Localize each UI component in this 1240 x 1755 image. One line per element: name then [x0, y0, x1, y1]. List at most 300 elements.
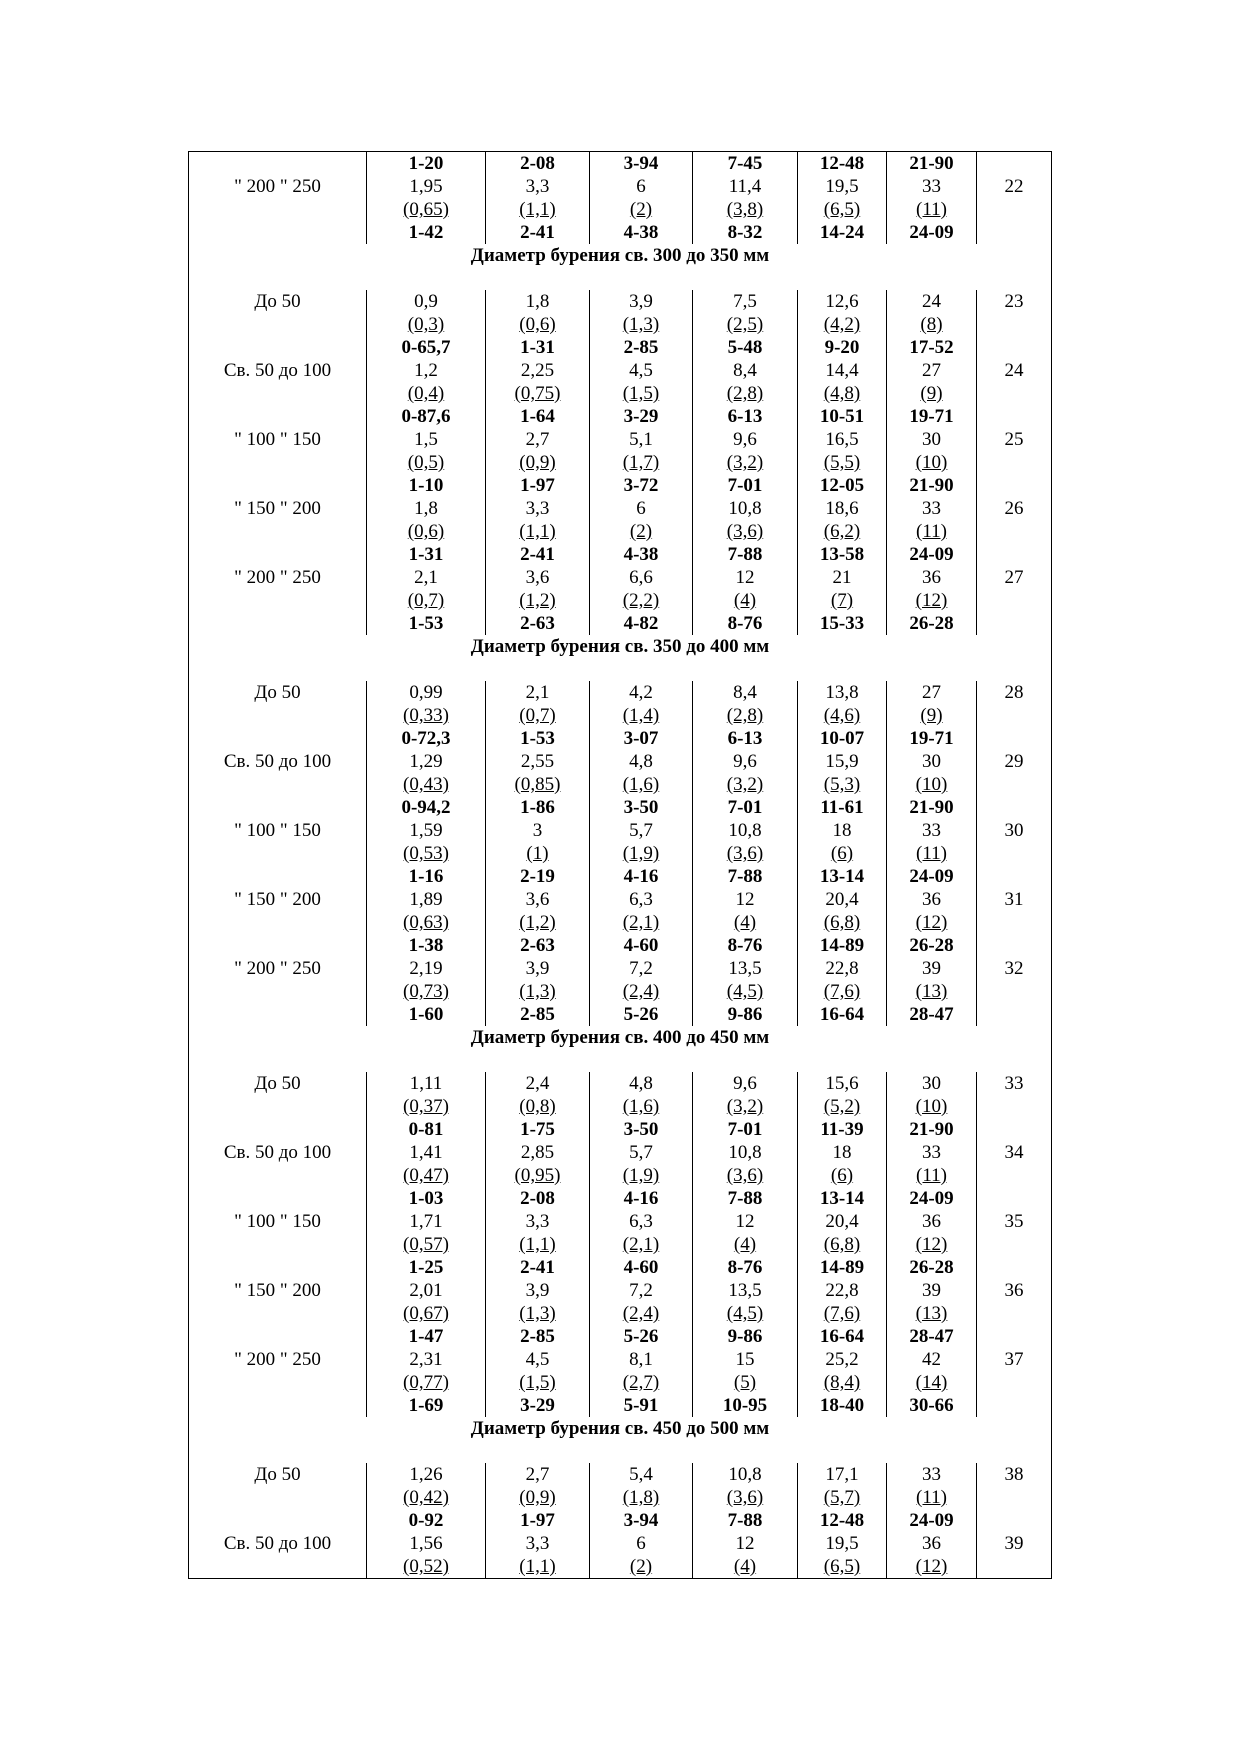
value-secondary: (0,7)	[407, 590, 445, 611]
value-price: 4-16	[623, 1188, 659, 1209]
value-price: 13-14	[819, 1188, 865, 1209]
value-price: 21-90	[909, 475, 954, 496]
value-secondary: (1,1)	[519, 1234, 556, 1255]
rate-table-page	[188, 151, 1051, 1579]
value-price: 8-76	[727, 935, 763, 956]
value-price: 2-85	[520, 1004, 555, 1025]
row-depth-range: " 200 " 250	[189, 957, 367, 1026]
row-number: 36	[977, 1279, 1052, 1348]
value-main: 1,2	[414, 360, 438, 381]
value-price: 1-10	[408, 475, 444, 496]
value-secondary: (10)	[915, 452, 948, 473]
value-cell	[367, 359, 486, 428]
value-secondary: (0,7)	[519, 705, 556, 726]
value-secondary: (0,67)	[403, 1303, 449, 1324]
value-price: 2-85	[623, 337, 659, 358]
value-main: 3,3	[525, 1211, 550, 1232]
section-title: Диаметр бурения св. 350 до 400 мм	[189, 635, 1052, 681]
value-cell	[486, 1532, 590, 1579]
value-secondary: (2,1)	[622, 1234, 660, 1255]
value-cell	[887, 1072, 977, 1141]
value-main: 2,85	[520, 1142, 555, 1163]
value-main: 6,6	[629, 567, 653, 588]
value-secondary: (1,1)	[519, 1556, 556, 1577]
section-title: Диаметр бурения св. 450 до 500 мм	[189, 1417, 1052, 1463]
value-price: 3-94	[623, 153, 659, 174]
row-number: 39	[977, 1532, 1052, 1579]
value-cell	[590, 888, 693, 957]
value-price: 12-48	[819, 1510, 865, 1531]
value-main: 12	[735, 1211, 755, 1232]
value-cell	[693, 1279, 798, 1348]
value-cell	[486, 957, 590, 1026]
value-price: 24-09	[909, 1188, 954, 1209]
value-secondary: (1,3)	[519, 981, 556, 1002]
value-secondary: (8)	[920, 314, 943, 335]
value-price: 1-03	[408, 1188, 444, 1209]
value-main: 6,3	[629, 889, 653, 910]
value-main: 3,3	[525, 1533, 550, 1554]
value-price: 4-16	[623, 866, 659, 887]
value-main: 9,6	[733, 1073, 757, 1094]
value-main: 1,56	[409, 1533, 443, 1554]
value-secondary: (6,2)	[823, 521, 861, 542]
value-cell	[693, 290, 798, 359]
value-price: 6-13	[727, 728, 763, 749]
table-row	[189, 1210, 1052, 1279]
row-depth-range: " 150 " 200	[189, 1279, 367, 1348]
row-depth-range: Св. 50 до 100	[189, 1532, 367, 1579]
value-price: 21-90	[909, 797, 954, 818]
value-cell	[693, 681, 798, 750]
value-price: 9-86	[727, 1004, 763, 1025]
row-depth-range: " 200 " 250	[189, 1348, 367, 1417]
value-price: 4-60	[623, 1257, 659, 1278]
table-row	[189, 1279, 1052, 1348]
value-cell	[367, 1348, 486, 1417]
value-main: 2,19	[409, 958, 443, 979]
value-secondary: (12)	[915, 912, 948, 933]
value-main: 12	[735, 567, 755, 588]
section-title: Диаметр бурения св. 300 до 350 мм	[189, 244, 1052, 290]
value-price: 0-94,2	[401, 797, 451, 818]
value-main: 6	[636, 176, 646, 197]
value-secondary: (5,5)	[823, 452, 861, 473]
value-cell	[798, 888, 887, 957]
value-secondary: (1,5)	[622, 383, 660, 404]
value-secondary: (0,57)	[403, 1234, 449, 1255]
value-cell	[887, 1210, 977, 1279]
value-secondary: (0,9)	[519, 1487, 556, 1508]
value-secondary: (4,6)	[823, 705, 861, 726]
table-row	[189, 152, 1052, 176]
value-cell	[367, 957, 486, 1026]
value-cell	[798, 566, 887, 635]
value-cell	[693, 1072, 798, 1141]
value-price: 3-29	[623, 406, 659, 427]
value-price: 2-41	[520, 1257, 555, 1278]
value-main: 3,9	[525, 958, 550, 979]
value-cell	[798, 1348, 887, 1417]
table-row	[189, 359, 1052, 428]
value-cell	[486, 290, 590, 359]
value-secondary: (5,3)	[823, 774, 861, 795]
value-main: 1,59	[409, 820, 443, 841]
value-main: 15	[735, 1349, 755, 1370]
row-number: 30	[977, 819, 1052, 888]
value-main: 1,29	[409, 751, 443, 772]
value-price: 1-31	[408, 544, 444, 565]
value-price: 24-09	[909, 1510, 954, 1531]
value-secondary: (5)	[733, 1372, 757, 1393]
value-main: 1,95	[409, 176, 443, 197]
value-secondary: (0,95)	[514, 1165, 561, 1186]
value-main: 2,01	[409, 1280, 443, 1301]
value-main: 3,6	[525, 889, 550, 910]
value-main: 3,9	[629, 291, 653, 312]
value-cell	[798, 1279, 887, 1348]
value-main: 1,11	[409, 1073, 443, 1094]
value-cell	[798, 819, 887, 888]
table-row	[189, 1463, 1052, 1532]
value-cell	[367, 497, 486, 566]
row-number: 28	[977, 681, 1052, 750]
value-price: 8-76	[727, 613, 763, 634]
value-cell	[887, 566, 977, 635]
value-main: 17,1	[825, 1464, 859, 1485]
value-main: 4,2	[629, 682, 653, 703]
value-price: 5-91	[623, 1395, 659, 1416]
row-number: 23	[977, 290, 1052, 359]
value-cell	[887, 1463, 977, 1532]
row-number: 33	[977, 1072, 1052, 1141]
value-cell	[486, 428, 590, 497]
value-price: 5-26	[623, 1004, 659, 1025]
table-row	[189, 290, 1052, 359]
value-secondary: (3,8)	[726, 199, 764, 220]
value-cell	[590, 175, 693, 244]
value-secondary: (6,5)	[823, 1556, 861, 1577]
value-secondary: (0,5)	[407, 452, 445, 473]
value-price: 28-47	[909, 1004, 954, 1025]
value-price: 1-86	[520, 797, 555, 818]
row-number: 25	[977, 428, 1052, 497]
value-main: 15,6	[825, 1073, 859, 1094]
value-price: 7-88	[727, 1510, 763, 1531]
value-cell	[590, 1072, 693, 1141]
value-price: 14-89	[819, 1257, 865, 1278]
value-price: 5-26	[623, 1326, 659, 1347]
value-secondary: (8,4)	[823, 1372, 861, 1393]
value-cell	[693, 428, 798, 497]
value-cell	[590, 1463, 693, 1532]
value-price: 7-88	[727, 866, 763, 887]
value-main: 6,3	[629, 1211, 653, 1232]
value-price: 3-72	[623, 475, 659, 496]
table-row	[189, 428, 1052, 497]
value-cell	[887, 175, 977, 244]
value-secondary: (14)	[915, 1372, 948, 1393]
value-cell	[798, 175, 887, 244]
value-cell	[486, 566, 590, 635]
value-cell	[367, 1532, 486, 1579]
value-cell	[590, 290, 693, 359]
value-price: 21-90	[909, 153, 954, 174]
value-cell	[367, 152, 486, 176]
value-cell	[486, 681, 590, 750]
value-cell	[367, 1210, 486, 1279]
value-cell	[590, 566, 693, 635]
value-price: 1-53	[520, 728, 555, 749]
value-price: 19-71	[909, 406, 954, 427]
value-price: 10-95	[722, 1395, 768, 1416]
value-price: 11-39	[820, 1119, 864, 1140]
value-price: 5-48	[727, 337, 763, 358]
value-secondary: (4,8)	[823, 383, 861, 404]
value-main: 10,8	[728, 1464, 762, 1485]
value-cell	[486, 359, 590, 428]
value-cell	[367, 888, 486, 957]
value-price: 1-20	[408, 153, 444, 174]
value-main: 9,6	[733, 429, 757, 450]
value-main: 3,9	[525, 1280, 550, 1301]
value-price: 7-01	[727, 1119, 763, 1140]
value-cell	[486, 497, 590, 566]
value-secondary: (12)	[915, 590, 948, 611]
value-main: 6	[636, 498, 646, 519]
value-price: 1-64	[520, 406, 555, 427]
value-main: 8,4	[733, 360, 757, 381]
value-cell	[887, 428, 977, 497]
section-header-row	[189, 635, 1052, 681]
value-main: 30	[922, 1073, 941, 1094]
value-cell	[367, 819, 486, 888]
value-main: 27	[922, 360, 941, 381]
value-main: 36	[922, 567, 941, 588]
value-secondary: (11)	[916, 1487, 947, 1508]
value-cell	[798, 290, 887, 359]
value-secondary: (1,1)	[519, 199, 556, 220]
value-secondary: (0,52)	[403, 1556, 449, 1577]
value-price: 30-66	[909, 1395, 954, 1416]
value-main: 33	[922, 498, 941, 519]
table-row	[189, 1348, 1052, 1417]
value-cell	[693, 1141, 798, 1210]
value-price: 18-40	[819, 1395, 865, 1416]
value-price: 1-31	[520, 337, 555, 358]
value-secondary: (2,4)	[622, 981, 660, 1002]
value-secondary: (0,37)	[403, 1096, 449, 1117]
value-price: 7-01	[727, 797, 763, 818]
value-secondary: (0,53)	[403, 843, 449, 864]
value-cell	[590, 819, 693, 888]
value-price: 14-24	[819, 222, 865, 243]
value-main: 25,2	[825, 1349, 859, 1370]
value-secondary: (1,7)	[622, 452, 660, 473]
value-cell	[887, 1532, 977, 1579]
value-secondary: (10)	[915, 1096, 948, 1117]
value-secondary: (6,8)	[823, 912, 861, 933]
value-price: 10-07	[819, 728, 865, 749]
value-price: 24-09	[909, 222, 954, 243]
value-secondary: (6,5)	[823, 199, 861, 220]
table-row	[189, 888, 1052, 957]
value-price: 2-85	[520, 1326, 555, 1347]
value-cell	[798, 1141, 887, 1210]
value-secondary: (0,77)	[403, 1372, 449, 1393]
value-cell	[887, 290, 977, 359]
row-depth-range	[189, 152, 367, 176]
value-cell	[590, 1532, 693, 1579]
value-secondary: (0,47)	[403, 1165, 449, 1186]
value-main: 5,4	[629, 1464, 653, 1485]
value-secondary: (1,4)	[622, 705, 660, 726]
value-price: 14-89	[819, 935, 865, 956]
value-cell	[590, 359, 693, 428]
row-number: 29	[977, 750, 1052, 819]
value-price: 0-87,6	[401, 406, 451, 427]
value-price: 24-09	[909, 544, 954, 565]
row-number: 35	[977, 1210, 1052, 1279]
value-cell	[887, 819, 977, 888]
value-secondary: (1,1)	[519, 521, 556, 542]
value-main: 5,1	[629, 429, 653, 450]
value-cell	[798, 152, 887, 176]
value-main: 4,5	[629, 360, 653, 381]
value-cell	[590, 1141, 693, 1210]
table-row	[189, 750, 1052, 819]
value-cell	[887, 497, 977, 566]
value-cell	[693, 497, 798, 566]
value-price: 1-47	[408, 1326, 444, 1347]
value-secondary: (11)	[916, 843, 947, 864]
value-price: 4-38	[623, 222, 659, 243]
value-main: 3,6	[525, 567, 550, 588]
value-price: 1-97	[520, 1510, 555, 1531]
table-row	[189, 1072, 1052, 1141]
value-secondary: (7,6)	[823, 981, 861, 1002]
value-main: 33	[922, 1464, 941, 1485]
value-cell	[367, 1072, 486, 1141]
value-main: 3,3	[525, 176, 550, 197]
value-secondary: (0,9)	[519, 452, 556, 473]
row-depth-range: " 100 " 150	[189, 428, 367, 497]
section-header-row	[189, 1417, 1052, 1463]
value-main: 16,5	[825, 429, 859, 450]
value-main: 0,9	[414, 291, 438, 312]
value-cell	[693, 175, 798, 244]
value-price: 7-88	[727, 1188, 763, 1209]
value-cell	[887, 152, 977, 176]
value-price: 3-29	[520, 1395, 555, 1416]
value-price: 26-28	[909, 1257, 954, 1278]
value-secondary: (0,33)	[403, 705, 449, 726]
row-depth-range: " 150 " 200	[189, 497, 367, 566]
value-secondary: (1,6)	[622, 774, 660, 795]
value-cell	[486, 1348, 590, 1417]
value-main: 12,6	[825, 291, 859, 312]
value-price: 0-65,7	[401, 337, 451, 358]
value-price: 12-05	[819, 475, 865, 496]
value-cell	[367, 1463, 486, 1532]
value-main: 6	[636, 1533, 646, 1554]
row-depth-range: До 50	[189, 290, 367, 359]
value-main: 27	[922, 682, 941, 703]
value-main: 1,8	[525, 291, 550, 312]
value-main: 39	[922, 1280, 941, 1301]
value-main: 3,3	[525, 498, 550, 519]
value-secondary: (12)	[915, 1234, 948, 1255]
table-row	[189, 1141, 1052, 1210]
value-main: 36	[922, 1211, 941, 1232]
row-depth-range: " 200 " 250	[189, 566, 367, 635]
value-price: 0-92	[408, 1510, 444, 1531]
value-main: 2,7	[525, 429, 550, 450]
value-price: 13-14	[819, 866, 865, 887]
value-cell	[693, 1532, 798, 1579]
row-depth-range: " 100 " 150	[189, 819, 367, 888]
table-row	[189, 497, 1052, 566]
value-main: 1,71	[409, 1211, 443, 1232]
value-price: 2-63	[520, 613, 555, 634]
value-secondary: (2,8)	[726, 383, 764, 404]
value-cell	[486, 888, 590, 957]
value-main: 18	[832, 820, 852, 841]
value-secondary: (12)	[915, 1556, 948, 1577]
value-secondary: (10)	[915, 774, 948, 795]
rate-table	[188, 151, 1052, 1579]
value-price: 26-28	[909, 935, 954, 956]
value-price: 28-47	[909, 1326, 954, 1347]
value-cell	[367, 681, 486, 750]
value-secondary: (0,4)	[407, 383, 445, 404]
value-cell	[367, 566, 486, 635]
value-price: 1-16	[408, 866, 444, 887]
value-secondary: (9)	[920, 705, 943, 726]
value-cell	[486, 1072, 590, 1141]
value-cell	[693, 566, 798, 635]
value-secondary: (2,8)	[726, 705, 764, 726]
value-cell	[887, 957, 977, 1026]
value-main: 33	[922, 1142, 941, 1163]
value-cell	[590, 1210, 693, 1279]
value-main: 2,4	[525, 1073, 550, 1094]
row-depth-range: До 50	[189, 681, 367, 750]
value-price: 2-08	[520, 1188, 555, 1209]
value-price: 1-38	[408, 935, 444, 956]
value-cell	[367, 428, 486, 497]
value-secondary: (1,2)	[519, 912, 556, 933]
value-secondary: (1,3)	[519, 1303, 556, 1324]
value-main: 33	[922, 820, 941, 841]
value-secondary: (1,8)	[622, 1487, 660, 1508]
value-cell	[486, 1463, 590, 1532]
value-secondary: (1,6)	[622, 1096, 660, 1117]
value-cell	[486, 175, 590, 244]
value-price: 8-32	[727, 222, 763, 243]
value-secondary: (1)	[526, 843, 549, 864]
value-main: 19,5	[825, 176, 859, 197]
value-main: 24	[922, 291, 941, 312]
value-secondary: (2,4)	[622, 1303, 660, 1324]
value-secondary: (11)	[916, 1165, 947, 1186]
value-main: 42	[922, 1349, 941, 1370]
value-secondary: (13)	[915, 1303, 948, 1324]
value-price: 26-28	[909, 613, 954, 634]
value-secondary: (6,8)	[823, 1234, 861, 1255]
value-secondary: (7)	[830, 590, 854, 611]
row-number: 24	[977, 359, 1052, 428]
